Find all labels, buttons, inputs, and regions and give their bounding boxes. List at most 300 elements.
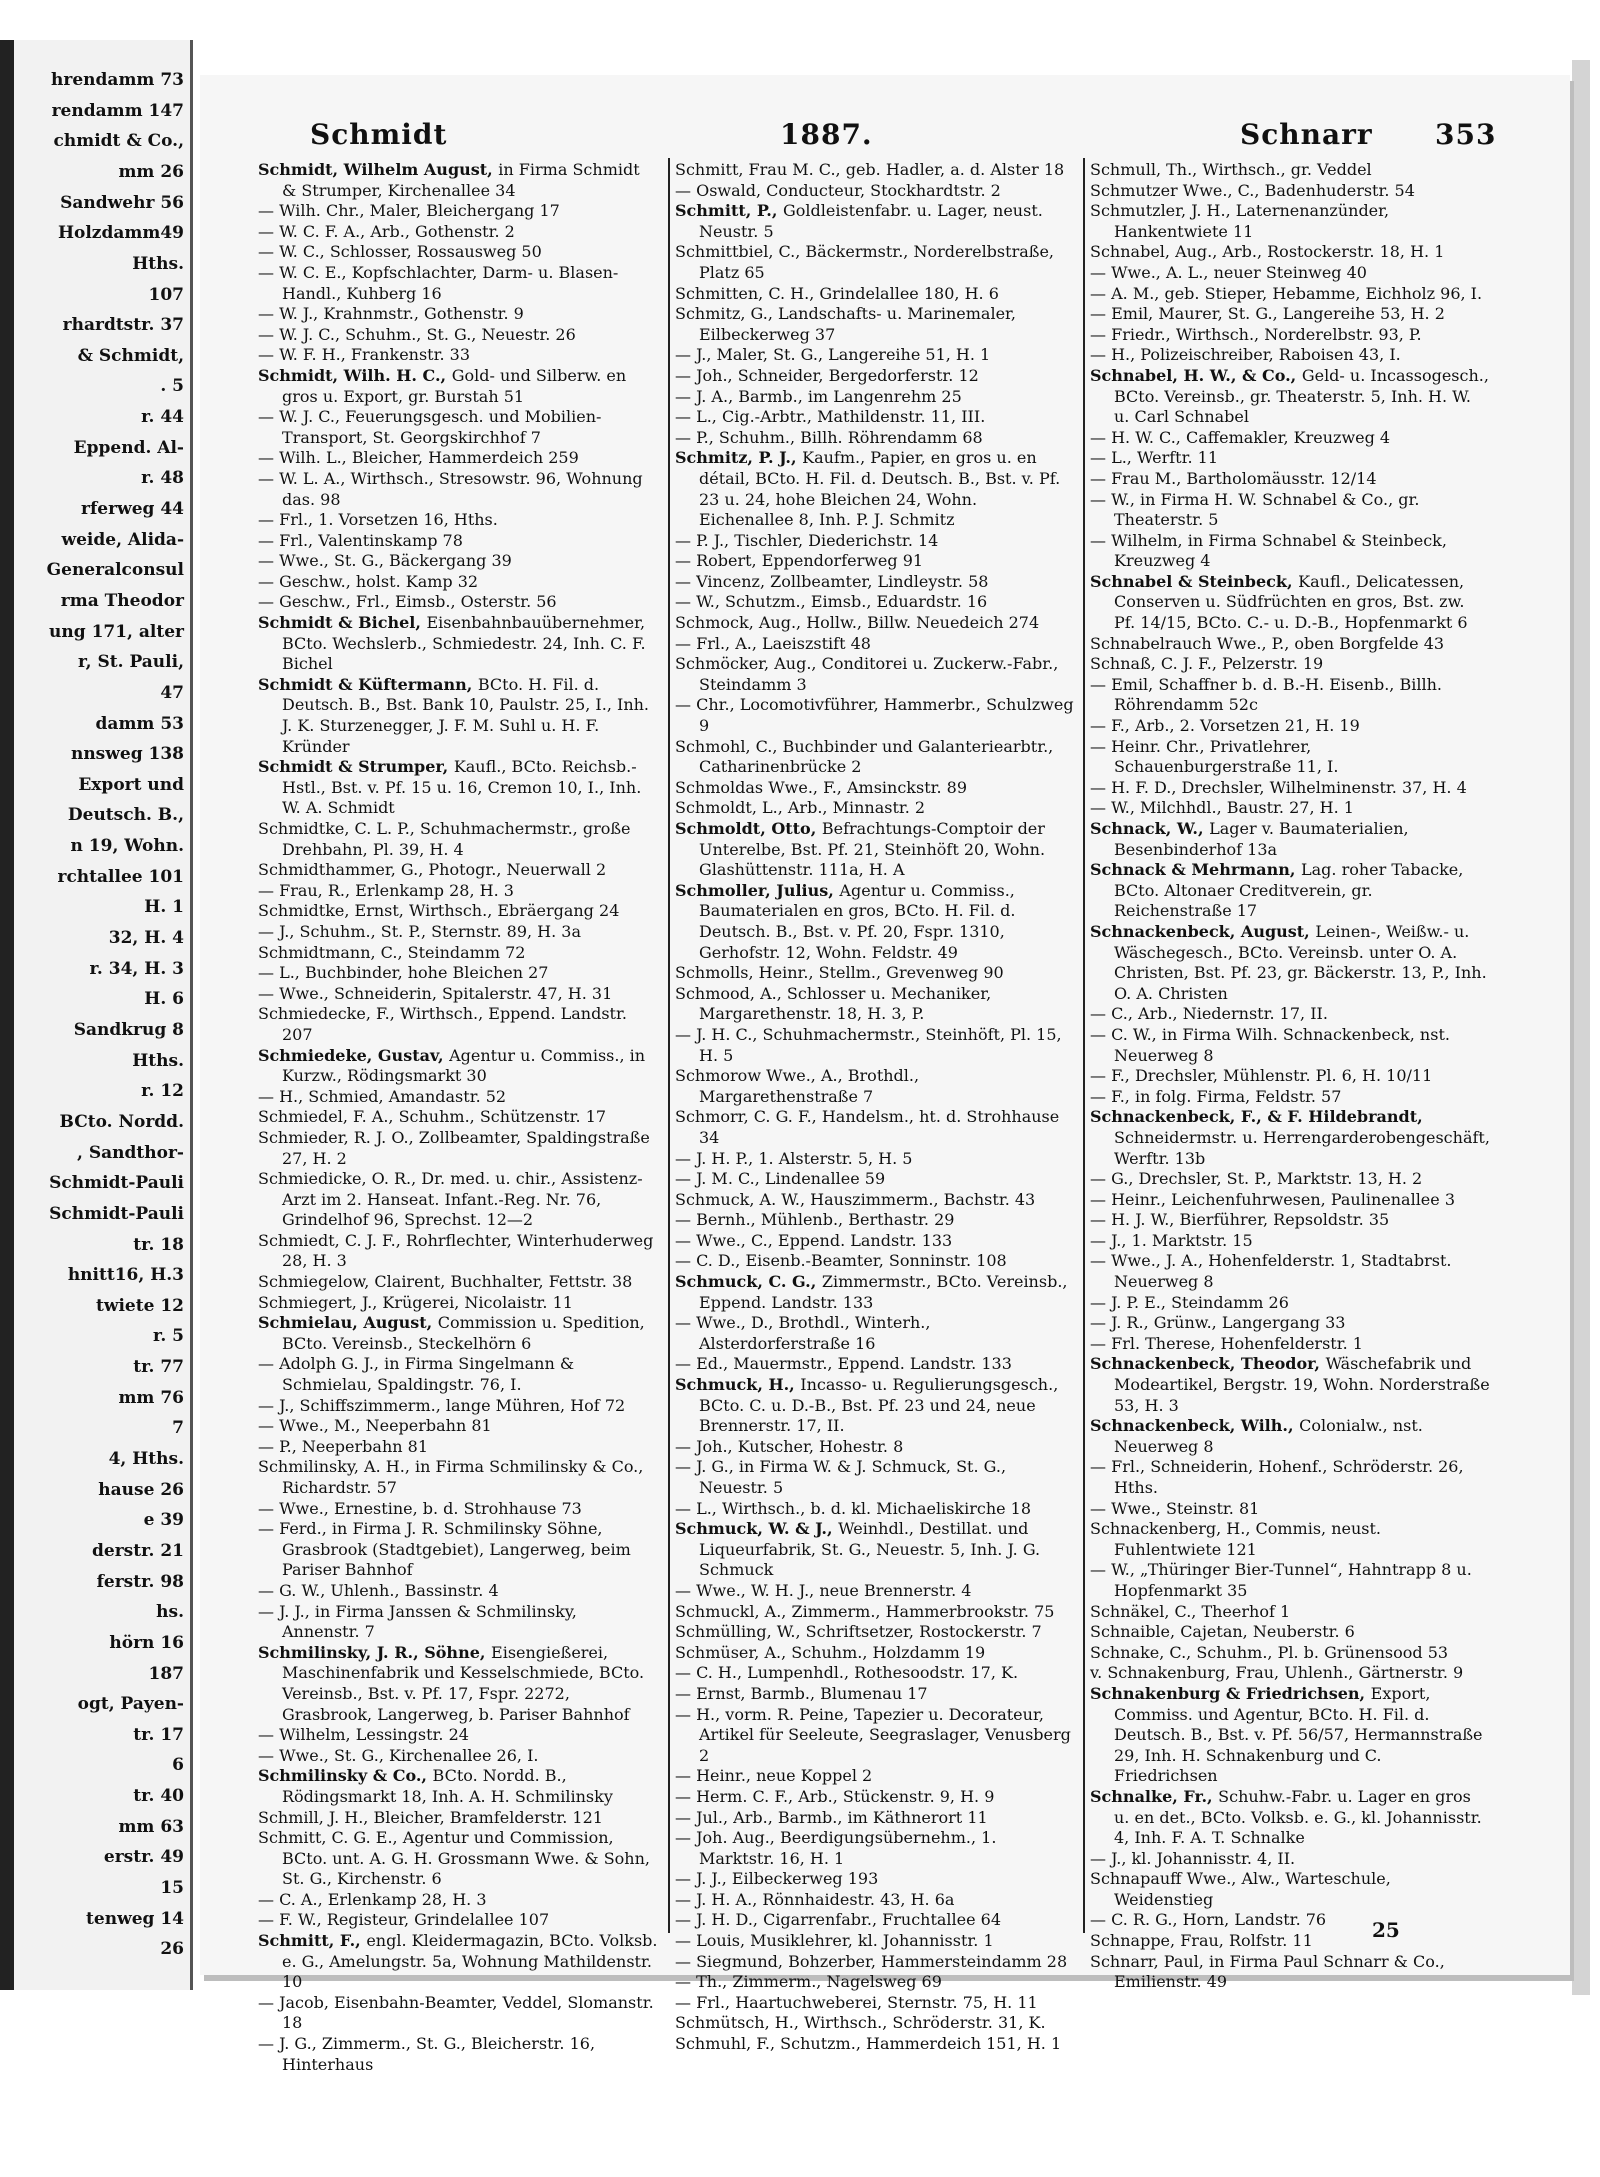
directory-entry [1090, 819, 1490, 860]
entry-text: Goldleistenfabr. u. Lager, neust. Neustr. 5 [699, 201, 1043, 241]
entry-text: — W. J. C., Schuhm., St. G., Neuestr. 26 [258, 324, 576, 344]
directory-entry [675, 2013, 1075, 2034]
page-number: 353 [1435, 118, 1497, 151]
entry-text: Schmieder, R. J. O., Zollbeamter, Spaldingstraße 27, H. 2 [258, 1127, 650, 1168]
entry-text: engl. Kleidermagazin, BCto. Volksb. e. G., Amelungstr. 5a, Wohnung Mathildenstr. 10 [282, 1931, 658, 1992]
directory-entry [258, 1354, 658, 1395]
entry-text: — J. H. A., Rönnhaidestr. 43, H. 6a [675, 1889, 955, 1909]
previous-page-line: tenweg 14 [86, 1908, 184, 1929]
entry-text: — H. F. D., Drechsler, Wilhelminenstr. 37, H. 4 [1090, 777, 1467, 797]
directory-entry [258, 1808, 658, 1829]
directory-entry [258, 551, 658, 572]
directory-entry [675, 963, 1075, 984]
entry-text: — W. L. A., Wirthsch., Stresowstr. 96, Wohnung das. 98 [258, 468, 643, 509]
directory-entry [1090, 1416, 1490, 1457]
previous-page-line: . 5 [160, 376, 184, 397]
entry-text: — C., Arb., Niedernstr. 17, II. [1090, 1004, 1328, 1024]
entry-text: — P. J., Tischler, Diederichstr. 14 [675, 530, 939, 550]
header-right-title: Schnarr [1240, 118, 1373, 151]
entry-bold-name: Schmitz, P. J., [675, 448, 803, 468]
directory-entry [675, 1766, 1075, 1787]
directory-entry [258, 366, 658, 407]
previous-page-line: 15 [160, 1878, 184, 1899]
entry-text: — H., Polizeischreiber, Raboisen 43, I. [1090, 345, 1401, 365]
directory-entry [675, 1354, 1075, 1375]
entry-bold-name: Schmuck, W. & J., [675, 1519, 839, 1539]
directory-entry [1090, 798, 1490, 819]
directory-entry [258, 943, 658, 964]
entry-text: — Joh., Schneider, Bergedorferstr. 12 [675, 365, 979, 385]
directory-entry [1090, 675, 1490, 716]
entry-text: — Jul., Arb., Barmb., im Käthnerort 11 [675, 1807, 988, 1827]
entry-text: Schmidtke, Ernst, Wirthsch., Ebräergang 24 [258, 901, 620, 921]
entry-text: — Frl., Haartuchweberei, Sternstr. 75, H. 11 [675, 1992, 1038, 2012]
entry-text: — J. J., in Firma Janssen & Schmilinsky, Annenstr. 7 [258, 1601, 577, 1642]
directory-entry [675, 1210, 1075, 1231]
entry-text: — G., Drechsler, St. P., Marktstr. 13, H. 2 [1090, 1169, 1423, 1189]
entry-text: Agentur u. Commiss., in Kurzw., Rödingsmarkt 30 [282, 1045, 646, 1086]
directory-entry [675, 1066, 1075, 1107]
entry-text: — Ed., Mauermstr., Eppend. Landstr. 133 [675, 1354, 1012, 1374]
directory-entry [675, 984, 1075, 1025]
entry-bold-name: Schmuck, H., [675, 1375, 801, 1395]
directory-entry [675, 1828, 1075, 1869]
entry-text: — Herm. C. F., Arb., Stückenstr. 9, H. 9 [675, 1786, 995, 1806]
entry-text: Schneidermstr. u. Herrengarderobengeschäft, Werftr. 13b [1114, 1127, 1490, 1168]
directory-entry [1090, 160, 1490, 181]
previous-page-line: tr. 77 [133, 1357, 184, 1378]
directory-entry [258, 1437, 658, 1458]
previous-page-line: r. 34, H. 3 [89, 958, 184, 979]
previous-page-line: 7 [172, 1418, 184, 1439]
directory-entry [675, 881, 1075, 963]
entry-text: — F. W., Registeur, Grindelallee 107 [258, 1910, 550, 1930]
entry-text: Eisenbahnbauübernehmer, BCto. Wechslerb., Schmiedestr. 24, Inh. C. F. Bichel [282, 613, 646, 674]
header-year: 1887. [780, 118, 873, 151]
entry-text: — W. J. C., Feuerungsgesch. und Mobilien-Transport, St. Georgskirchhof 7 [258, 407, 602, 447]
previous-page-line: 187 [148, 1663, 184, 1684]
directory-entry [258, 1169, 658, 1231]
entry-text: Schnake, C., Schuhm., Pl. b. Grünensood 53 [1090, 1642, 1449, 1662]
previous-page-line: r, St. Pauli, [77, 652, 184, 673]
directory-entry [1090, 1293, 1490, 1314]
previous-page-line: hnitt16, H.3 [67, 1265, 184, 1286]
directory-entry [1090, 1931, 1490, 1952]
previous-page-line: Generalconsul [46, 560, 184, 581]
directory-entry [258, 1293, 658, 1314]
directory-entry [1090, 1910, 1490, 1931]
entry-text: Schnabelrauch Wwe., P., oben Borgfelde 43 [1090, 633, 1445, 653]
entry-text: Schmitz, G., Landschafts- u. Marinemaler, Eilbeckerweg 37 [675, 304, 1017, 344]
directory-entry [1090, 1622, 1490, 1643]
previous-page-line: nnsweg 138 [70, 744, 184, 765]
entry-text: — Wilhelm, Lessingstr. 24 [258, 1725, 469, 1745]
directory-entry [258, 1828, 658, 1890]
entry-text: Schmiedicke, O. R., Dr. med. u. chir., Assistenz-Arzt im 2. Hanseat. Infant.-Reg. Nr. 76, Grindelhof 96, Sprechst. 12—2 [258, 1169, 643, 1230]
previous-page-line: ung 171, alter [49, 621, 184, 642]
entry-text: Schmüser, A., Schuhm., Holzdamm 19 [675, 1642, 986, 1662]
directory-entry [1090, 490, 1490, 531]
directory-entry [258, 325, 658, 346]
entry-text: — F., Drechsler, Mühlenstr. Pl. 6, H. 10/11 [1090, 1066, 1433, 1086]
directory-entry [675, 1499, 1075, 1520]
entry-text: Lager v. Baumaterialien, Besenbinderhof 13a [1114, 819, 1409, 859]
directory-entry [1090, 1354, 1490, 1416]
entry-text: Schnaß, C. J. F., Pelzerstr. 19 [1090, 654, 1324, 674]
entry-text: — Heinr., neue Koppel 2 [675, 1766, 873, 1786]
entry-text: — Emil, Schaffner b. d. B.-H. Eisenb., Billh. Röhrendamm 52c [1090, 674, 1442, 715]
previous-page-line: rferweg 44 [81, 499, 184, 520]
directory-entry [675, 448, 1075, 530]
entry-bold-name: Schmilinsky, J. R., Söhne, [258, 1642, 492, 1662]
directory-entry [675, 819, 1075, 881]
directory-entry [675, 1952, 1075, 1973]
directory-entry [258, 757, 658, 819]
page-edge [1572, 60, 1590, 1995]
column-divider [1083, 158, 1085, 1933]
entry-text: — W. J., Krahnmstr., Gothenstr. 9 [258, 304, 524, 324]
entry-text: — J., Schiffszimmerm., lange Mühren, Hof 72 [258, 1395, 626, 1415]
entry-text: — Frl., Valentinskamp 78 [258, 530, 463, 550]
directory-entry [1090, 1169, 1490, 1190]
entry-text: Schmorow Wwe., A., Brothdl., Margarethenstraße 7 [675, 1066, 920, 1106]
entry-text: — Emil, Maurer, St. G., Langereihe 53, H. 2 [1090, 304, 1445, 324]
entry-bold-name: Schnabel, H. W., & Co., [1090, 365, 1302, 385]
entry-text: Schmidthammer, G., Photogr., Neuerwall 2 [258, 860, 607, 880]
directory-entry [1090, 263, 1490, 284]
directory-entry [258, 160, 658, 201]
entry-text: — J., Schuhm., St. P., Sternstr. 89, H. 3a [258, 921, 582, 941]
entry-bold-name: Schmitt, F., [258, 1931, 367, 1951]
entry-text: Commission u. Spedition, BCto. Vereinsb., Steckelhörn 6 [282, 1313, 645, 1353]
directory-entry [1090, 1787, 1490, 1849]
entry-bold-name: Schmoller, Julius, [675, 880, 840, 900]
directory-entry [258, 860, 658, 881]
entry-text: Schmiegert, J., Krügerei, Nicolaistr. 11 [258, 1292, 573, 1312]
directory-entry [258, 1746, 658, 1767]
previous-page-line: BCto. Nordd. [59, 1111, 184, 1132]
entry-bold-name: Schmidt & Bichel, [258, 613, 427, 633]
entry-text: — W. C. E., Kopfschlachter, Darm- u. Blasen-Handl., Kuhberg 16 [258, 262, 619, 303]
entry-text: Colonialw., nst. Neuerweg 8 [1114, 1416, 1423, 1456]
entry-text: Schmohl, C., Buchbinder und Galanteriearbtr., Catharinenbrücke 2 [675, 736, 1054, 777]
previous-page-line: Hths. [132, 1050, 184, 1071]
signature-mark: 25 [1372, 1918, 1400, 1942]
entry-bold-name: Schnack & Mehrmann, [1090, 860, 1301, 880]
entry-text: — Frl., 1. Vorsetzen 16, Hths. [258, 510, 498, 530]
entry-text: — C. W., in Firma Wilh. Schnackenbeck, nst. Neuerweg 8 [1090, 1024, 1450, 1065]
directory-entry [675, 695, 1075, 736]
entry-text: — W., Milchhdl., Baustr. 27, H. 1 [1090, 798, 1354, 818]
directory-entry [1090, 1519, 1490, 1560]
entry-text: Schuhw.-Fabr. u. Lager en gros u. en det., BCto. Volksb. e. G., kl. Johannisstr. 4, Inh. F. A. T. Schnalke [1114, 1786, 1482, 1848]
entry-bold-name: Schmidt, Wilh. H. C., [258, 365, 452, 385]
entry-text: — Wwe., Ernestine, b. d. Strohhause 73 [258, 1498, 582, 1518]
entry-bold-name: Schnackenbeck, F., & F. Hildebrandt, [1090, 1107, 1423, 1127]
entry-text: — H. J. W., Bierführer, Repsoldstr. 35 [1090, 1210, 1390, 1230]
directory-entry [258, 1457, 658, 1498]
entry-text: Schnäkel, C., Theerhof 1 [1090, 1601, 1291, 1621]
entry-text: — A. M., geb. Stieper, Hebamme, Eichholz 96, I. [1090, 283, 1483, 303]
entry-bold-name: Schmidt & Küftermann, [258, 674, 478, 694]
directory-entry [675, 1375, 1075, 1437]
directory-entry [258, 901, 658, 922]
entry-text: — Adolph G. J., in Firma Singelmann & Schmielau, Spaldingstr. 76, I. [258, 1354, 575, 1395]
directory-entry [258, 222, 658, 243]
entry-text: — J. H. D., Cigarrenfabr., Fruchtallee 64 [675, 1910, 1002, 1930]
previous-page-line: hrendamm 73 [51, 70, 184, 90]
entry-text: — W., in Firma H. W. Schnabel & Co., gr. Theaterstr. 5 [1090, 489, 1420, 530]
entry-bold-name: Schnackenbeck, August, [1090, 921, 1316, 941]
entry-text: — Vincenz, Zollbeamter, Lindleystr. 58 [675, 571, 989, 591]
entry-text: — G. W., Uhlenh., Bassinstr. 4 [258, 1580, 499, 1600]
previous-page-line: mm 26 [118, 161, 184, 182]
page-header [250, 118, 1497, 154]
entry-text: Schmock, Aug., Hollw., Billw. Neuedeich 274 [675, 613, 1040, 633]
entry-text: — Bernh., Mühlenb., Berthastr. 29 [675, 1210, 955, 1230]
directory-entry [258, 922, 658, 943]
entry-text: — Geschw., holst. Kamp 32 [258, 571, 479, 591]
entry-text: Schmuhl, F., Schutzm., Hammerdeich 151, H. 1 [675, 2034, 1062, 2054]
entry-text: — Geschw., Frl., Eimsb., Osterstr. 56 [258, 592, 557, 612]
directory-entry [258, 984, 658, 1005]
directory-entry [675, 572, 1075, 593]
directory-entry [675, 1107, 1075, 1148]
directory-entry [258, 1910, 658, 1931]
entry-text: — Louis, Musiklehrer, kl. Johannisstr. 1 [675, 1931, 994, 1951]
previous-page-line: Sandkrug 8 [73, 1020, 184, 1040]
entry-text: — J. P. E., Steindamm 26 [1090, 1292, 1289, 1312]
entry-text: — Robert, Eppendorferweg 91 [675, 551, 924, 571]
previous-page-line: twiete 12 [95, 1295, 184, 1316]
previous-page-line: r. 48 [141, 468, 184, 489]
entry-text: — H., vorm. R. Peine, Tapezier u. Decorateur, Artikel für Seeleute, Seegraslager, Venusberg 2 [675, 1704, 1071, 1765]
entry-text: — J. R., Grünw., Langergang 33 [1090, 1313, 1346, 1333]
entry-text: — P., Schuhm., Billh. Röhrendamm 68 [675, 427, 983, 447]
entry-text: Schmuckl, A., Zimmerm., Hammerbrookstr. 75 [675, 1601, 1055, 1621]
directory-entry [1090, 778, 1490, 799]
entry-bold-name: Schnackenbeck, Wilh., [1090, 1416, 1300, 1436]
directory-entry [1090, 922, 1490, 1004]
directory-entry [675, 1149, 1075, 1170]
directory-entry [258, 1272, 658, 1293]
previous-page-line: Deutsch. B., [67, 805, 184, 826]
directory-column-2 [675, 160, 1075, 2055]
directory-entry [1090, 1457, 1490, 1498]
directory-entry [675, 2034, 1075, 2055]
directory-entry [675, 1705, 1075, 1767]
entry-text: — Ferd., in Firma J. R. Schmilinsky Söhne, Grasbrook (Stadtgebiet), Langerweg, beim Pariser Bahnhof [258, 1519, 631, 1580]
entry-text: Schnackenberg, H., Commis, neust. Fuhlentwiete 121 [1090, 1519, 1382, 1559]
directory-entry [1090, 1251, 1490, 1292]
entry-text: v. Schnakenburg, Frau, Uhlenh., Gärtnerstr. 9 [1090, 1663, 1464, 1683]
previous-page-line: tr. 17 [133, 1724, 184, 1745]
entry-text: BCto. Nordd. B., Rödingsmarkt 18, Inh. A. H. Schmilinsky [282, 1766, 613, 1806]
entry-text: — W. C. F. A., Arb., Gothenstr. 2 [258, 221, 515, 241]
directory-entry [675, 1972, 1075, 1993]
directory-entry [1090, 1849, 1490, 1870]
previous-page-line: Export und [78, 774, 184, 795]
entry-bold-name: Schnabel & Steinbeck, [1090, 571, 1299, 591]
entry-text: — Frl. Therese, Hohenfelderstr. 1 [1090, 1333, 1363, 1353]
directory-entry [1090, 469, 1490, 490]
directory-entry [258, 1519, 658, 1581]
entry-text: — C. A., Erlenkamp 28, H. 3 [258, 1889, 487, 1909]
previous-page-line: 6 [172, 1755, 184, 1776]
directory-entry [258, 1231, 658, 1272]
directory-entry [675, 531, 1075, 552]
entry-bold-name: Schnack, W., [1090, 819, 1210, 838]
entry-text: — Wwe., Schneiderin, Spitalerstr. 47, H. 31 [258, 983, 613, 1003]
directory-entry [675, 181, 1075, 202]
directory-entry [675, 284, 1075, 305]
directory-entry [258, 963, 658, 984]
directory-entry [1090, 572, 1490, 634]
entry-text: — L., Buchbinder, hohe Bleichen 27 [258, 963, 549, 983]
entry-text: — J., Maler, St. G., Langereihe 51, H. 1 [675, 345, 991, 365]
entry-text: — Chr., Locomotivführer, Hammerbr., Schulzweg 9 [675, 695, 1074, 736]
directory-entry [675, 634, 1075, 655]
entry-text: — W. F. H., Frankenstr. 33 [258, 345, 471, 365]
entry-text: Schmidtmann, C., Steindamm 72 [258, 942, 526, 962]
entry-text: — W., Schutzm., Eimsb., Eduardstr. 16 [675, 592, 988, 612]
entry-text: — J. M. C., Lindenallee 59 [675, 1169, 886, 1189]
entry-text: — Wwe., C., Eppend. Landstr. 133 [675, 1230, 953, 1250]
directory-entry [258, 592, 658, 613]
directory-entry [675, 1643, 1075, 1664]
directory-entry [675, 366, 1075, 387]
directory-entry [258, 407, 658, 448]
directory-entry [675, 798, 1075, 819]
entry-text: — C. R. G., Horn, Landstr. 76 [1090, 1910, 1327, 1930]
directory-entry [675, 1313, 1075, 1354]
entry-text: Schmutzer Wwe., C., Badenhuderstr. 54 [1090, 180, 1415, 200]
entry-text: — C. D., Eisenb.-Beamter, Sonninstr. 108 [675, 1251, 1007, 1271]
previous-page-line: n 19, Wohn. [70, 836, 184, 857]
previous-page-line: ogt, Payen- [77, 1694, 184, 1715]
directory-entry [675, 1190, 1075, 1211]
directory-entry [1090, 1210, 1490, 1231]
entry-text: — Wilh. L., Bleicher, Hammerdeich 259 [258, 448, 579, 468]
entry-text: — Jacob, Eisenbahn-Beamter, Veddel, Slomanstr. 18 [258, 1992, 654, 2033]
previous-page-line: erstr. 49 [103, 1847, 184, 1868]
previous-page-line: r. 44 [141, 407, 184, 428]
directory-entry [675, 737, 1075, 778]
directory-entry [1090, 737, 1490, 778]
entry-text: Schmitt, Frau M. C., geb. Hadler, a. d. Alster 18 [675, 160, 1065, 179]
directory-entry [1090, 1663, 1490, 1684]
entry-text: Schmittbiel, C., Bäckermstr., Norderelbstraße, Platz 65 [675, 242, 1054, 282]
directory-entry [675, 1890, 1075, 1911]
directory-entry [1090, 1499, 1490, 1520]
directory-entry [675, 1684, 1075, 1705]
entry-text: Schmitt, C. G. E., Agentur und Commission, BCto. unt. A. G. H. Grossmann Wwe. & Sohn, St. G., Kirchenstr. 6 [258, 1828, 650, 1889]
entry-text: Schmidtke, C. L. P., Schuhmachermstr., große Drehbahn, Pl. 39, H. 4 [258, 819, 631, 859]
directory-entry [675, 1602, 1075, 1623]
previous-page-line: , Sandthor- [77, 1142, 184, 1163]
entry-text: — Wwe., A. L., neuer Steinweg 40 [1090, 262, 1367, 282]
entry-text: — W. C., Schlosser, Rossausweg 50 [258, 242, 542, 262]
entry-text: — Frau M., Bartholomäusstr. 12/14 [1090, 468, 1377, 488]
directory-entry [1090, 448, 1490, 469]
directory-entry [258, 1602, 658, 1643]
entry-text: Lag. roher Tabacke, BCto. Altonaer Creditverein, gr. Reichenstraße 17 [1114, 860, 1464, 921]
entry-text: Kaufm., Papier, en gros u. en détail, BCto. H. Fil. d. Deutsch. B., Bst. v. Pf. 23 u. 24, hohe Bleichen 24, Wohn. Eichenallee 8, Inh. P. J. Schmitz [699, 448, 1061, 530]
directory-entry [675, 1169, 1075, 1190]
directory-entry [258, 1416, 658, 1437]
directory-entry [258, 448, 658, 469]
entry-bold-name: Schmuck, C. G., [675, 1272, 822, 1292]
entry-text: — Joh., Kutscher, Hohestr. 8 [675, 1436, 904, 1456]
directory-entry [258, 675, 658, 757]
entry-text: — Wwe., D., Brothdl., Winterh., Alsterdorferstraße 16 [675, 1313, 931, 1353]
entry-text: Schmitten, C. H., Grindelallee 180, H. 6 [675, 283, 999, 303]
entry-text: Schmull, Th., Wirthsch., gr. Veddel [1090, 160, 1372, 179]
entry-text: Zimmermstr., BCto. Vereinsb., Eppend. Landstr. 133 [699, 1272, 1068, 1312]
directory-entry [1090, 1025, 1490, 1066]
previous-page-line: chmidt & Co., [53, 131, 184, 152]
directory-entry [675, 387, 1075, 408]
entry-text: — L., Cig.-Arbtr., Mathildenstr. 11, III. [675, 407, 986, 427]
entry-text: — J. J., Eilbeckerweg 193 [675, 1869, 879, 1889]
directory-entry [675, 1272, 1075, 1313]
directory-entry [258, 510, 658, 531]
previous-page-line: Schmidt-Pauli [49, 1173, 184, 1194]
directory-entry [258, 1396, 658, 1417]
entry-text: Schmöcker, Aug., Conditorei u. Zuckerw.-Fabr., Steindamm 3 [675, 654, 1059, 694]
directory-entry [258, 572, 658, 593]
entry-text: — Ernst, Barmb., Blumenau 17 [675, 1683, 928, 1703]
directory-entry [675, 428, 1075, 449]
directory-entry [258, 1643, 658, 1725]
entry-text: Export, Commiss. und Agentur, BCto. H. Fil. d. Deutsch. B., Bst. v. Pf. 56/57, Hermannstraße 29, Inh. H. Schnakenburg und C. Friedrichsen [1114, 1683, 1483, 1786]
directory-entry [675, 1808, 1075, 1829]
entry-text: Schmiedt, C. J. F., Rohrflechter, Winterhuderweg 28, H. 3 [258, 1230, 654, 1271]
directory-entry [1090, 1334, 1490, 1355]
directory-entry [258, 531, 658, 552]
entry-text: — J., 1. Marktstr. 15 [1090, 1230, 1253, 1250]
entry-text: Wäschefabrik und Modeartikel, Bergstr. 19, Wohn. Norderstraße 53, H. 3 [1114, 1354, 1490, 1415]
previous-page-line: rchtallee 101 [57, 866, 184, 887]
directory-entry [258, 1766, 658, 1807]
directory-entry [258, 1004, 658, 1045]
entry-text: — Th., Zimmerm., Nagelsweg 69 [675, 1972, 942, 1992]
directory-entry [675, 1025, 1075, 1066]
entry-text: — L., Wirthsch., b. d. kl. Michaeliskirche 18 [675, 1498, 1032, 1518]
directory-entry [258, 1107, 658, 1128]
entry-text: — Frl., Schneiderin, Hohenf., Schröderstr. 26, Hths. [1090, 1457, 1464, 1497]
directory-entry [1090, 1190, 1490, 1211]
directory-entry [1090, 1087, 1490, 1108]
entry-bold-name: Schnakenburg & Friedrichsen, [1090, 1683, 1371, 1703]
directory-entry [675, 1251, 1075, 1272]
directory-entry [258, 201, 658, 222]
entry-text: — Wwe., St. G., Bäckergang 39 [258, 551, 512, 571]
entry-text: Schmoldas Wwe., F., Amsinckstr. 89 [675, 777, 968, 797]
directory-entry [258, 1725, 658, 1746]
directory-entry [1090, 345, 1490, 366]
previous-page-line: Hths. [132, 253, 184, 274]
directory-entry [258, 2034, 658, 2075]
directory-entry [1090, 1643, 1490, 1664]
directory-entry [258, 1128, 658, 1169]
previous-page-line: hörn 16 [109, 1632, 184, 1653]
directory-entry [1090, 242, 1490, 263]
previous-page-line: rma Theodor [60, 590, 184, 611]
entry-text: — Wwe., W. H. J., neue Brennerstr. 4 [675, 1580, 972, 1600]
directory-entry [258, 1087, 658, 1108]
directory-entry [258, 1499, 658, 1520]
